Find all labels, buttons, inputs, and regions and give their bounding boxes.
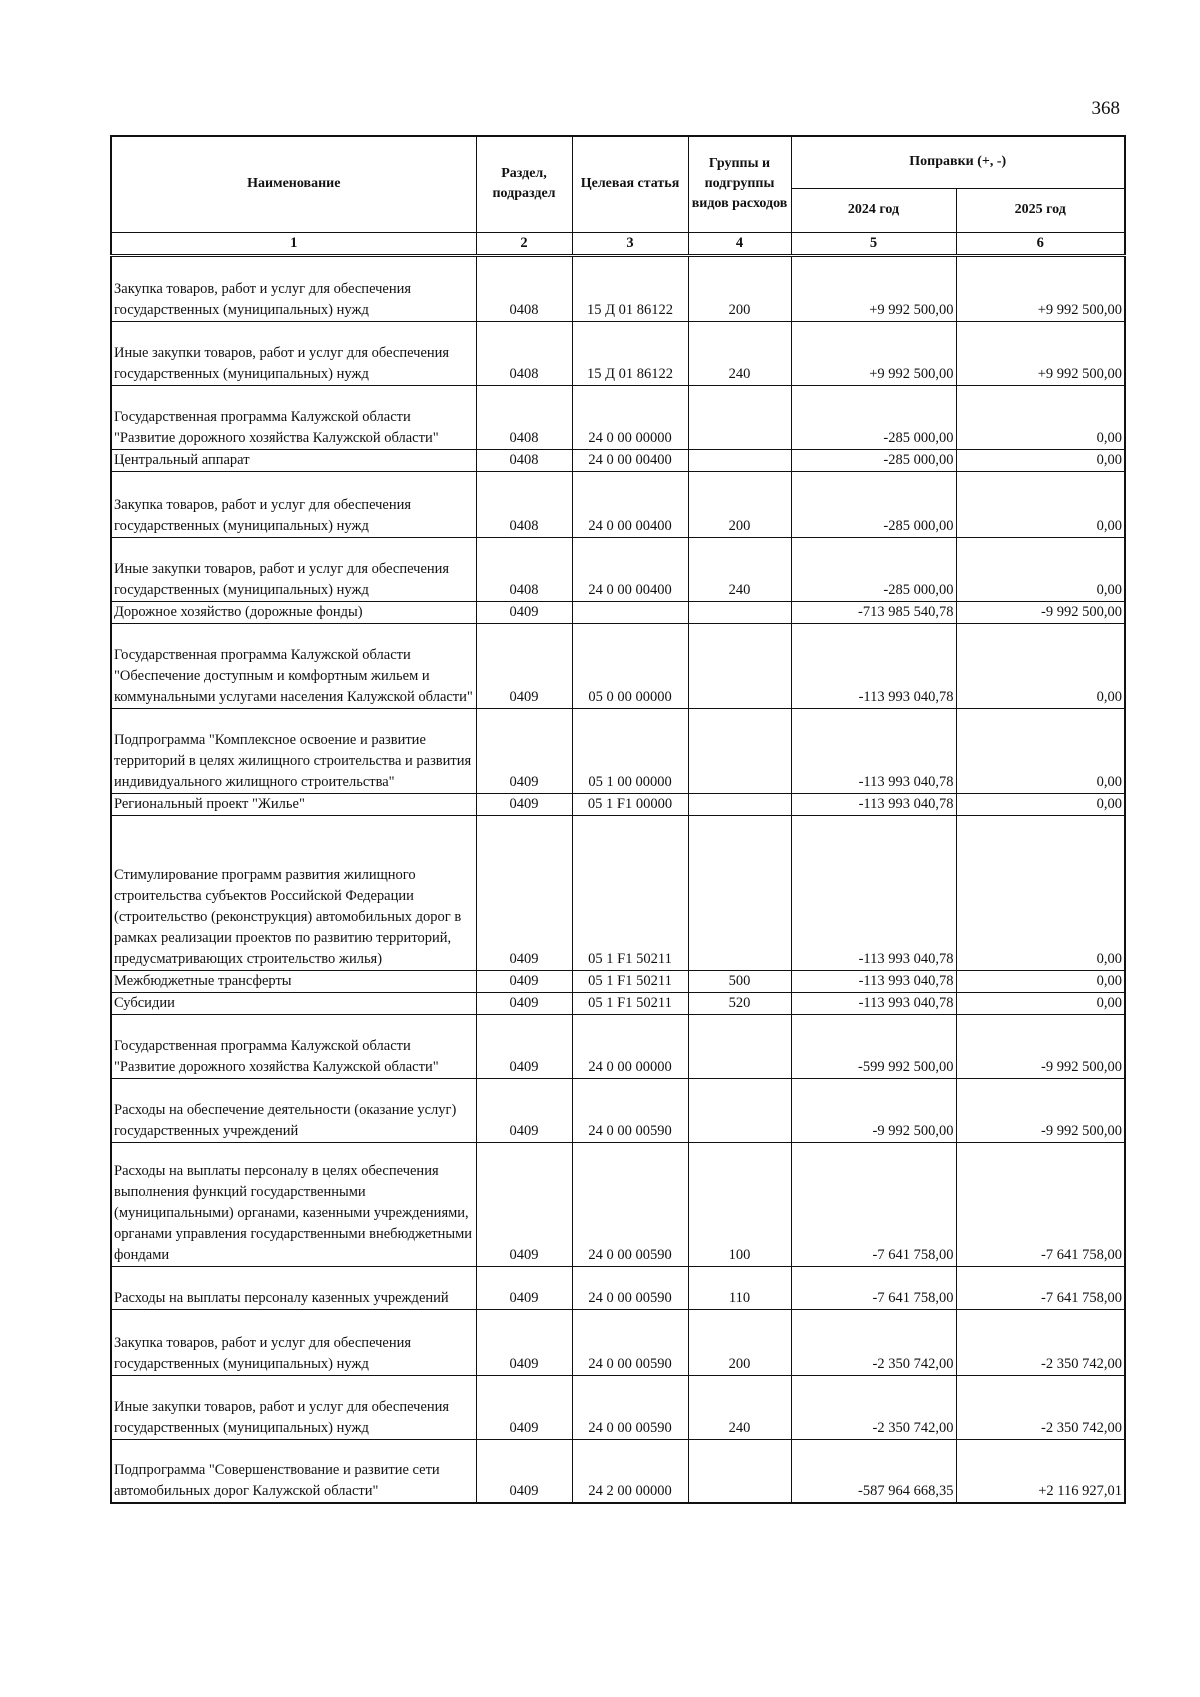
row-group-cell: 200 bbox=[688, 471, 791, 537]
table-row bbox=[111, 992, 1125, 1014]
row-2024-cell: -713 985 540,78 bbox=[791, 601, 956, 623]
row-2025-cell: 0,00 bbox=[956, 992, 1125, 1014]
row-2024-cell: +9 992 500,00 bbox=[791, 321, 956, 385]
row-name-cell: Расходы на выплаты персоналу в целях обеспечения выполнения функций государственными (муниципальными) органами, казенными учреждениями, органами управления государственными внебюджетными фондами bbox=[111, 1142, 476, 1266]
row-name-cell: Расходы на выплаты персоналу казенных учреждений bbox=[111, 1266, 476, 1309]
row-name-cell: Иные закупки товаров, работ и услуг для обеспечения государственных (муниципальных) нужд bbox=[111, 1375, 476, 1439]
row-target-cell: 05 1 F1 50211 bbox=[572, 992, 688, 1014]
row-target-cell: 24 0 00 00400 bbox=[572, 449, 688, 471]
table-row bbox=[111, 708, 1125, 793]
row-section-cell: 0409 bbox=[476, 1439, 572, 1503]
table-row bbox=[111, 1309, 1125, 1375]
row-target-cell: 24 0 00 00000 bbox=[572, 385, 688, 449]
row-target-cell bbox=[572, 601, 688, 623]
col-num-3: 3 bbox=[572, 232, 688, 255]
row-section-cell: 0409 bbox=[476, 1266, 572, 1309]
col-num-6: 6 bbox=[956, 232, 1125, 255]
row-2025-cell: 0,00 bbox=[956, 793, 1125, 815]
row-2025-cell: +9 992 500,00 bbox=[956, 255, 1125, 321]
row-2024-cell: -113 993 040,78 bbox=[791, 815, 956, 970]
row-name-cell: Государственная программа Калужской области "Развитие дорожного хозяйства Калужской области" bbox=[111, 1014, 476, 1078]
row-section-cell: 0409 bbox=[476, 1078, 572, 1142]
row-target-cell: 24 0 00 00590 bbox=[572, 1309, 688, 1375]
row-group-cell bbox=[688, 793, 791, 815]
row-2025-cell: 0,00 bbox=[956, 537, 1125, 601]
row-2024-cell: -113 993 040,78 bbox=[791, 970, 956, 992]
row-2025-cell: -2 350 742,00 bbox=[956, 1309, 1125, 1375]
row-group-cell bbox=[688, 1014, 791, 1078]
table-row bbox=[111, 385, 1125, 449]
row-2025-cell: 0,00 bbox=[956, 708, 1125, 793]
row-2024-cell: -587 964 668,35 bbox=[791, 1439, 956, 1503]
table-row bbox=[111, 1014, 1125, 1078]
row-group-cell: 240 bbox=[688, 321, 791, 385]
row-section-cell: 0408 bbox=[476, 449, 572, 471]
row-target-cell: 24 0 00 00590 bbox=[572, 1142, 688, 1266]
row-2025-cell: 0,00 bbox=[956, 471, 1125, 537]
table-row bbox=[111, 1375, 1125, 1439]
row-name-cell: Государственная программа Калужской области "Обеспечение доступным и комфортным жильем и коммунальными услугами населения Калужской области" bbox=[111, 623, 476, 708]
row-2024-cell: -285 000,00 bbox=[791, 537, 956, 601]
row-section-cell: 0409 bbox=[476, 601, 572, 623]
row-target-cell: 05 1 F1 00000 bbox=[572, 793, 688, 815]
row-group-cell: 110 bbox=[688, 1266, 791, 1309]
row-2024-cell: -285 000,00 bbox=[791, 385, 956, 449]
table-row bbox=[111, 1266, 1125, 1309]
row-name-cell: Закупка товаров, работ и услуг для обеспечения государственных (муниципальных) нужд bbox=[111, 471, 476, 537]
row-2024-cell: -113 993 040,78 bbox=[791, 708, 956, 793]
row-2025-cell: 0,00 bbox=[956, 385, 1125, 449]
row-section-cell: 0409 bbox=[476, 1309, 572, 1375]
row-name-cell: Центральный аппарат bbox=[111, 449, 476, 471]
row-name-cell: Закупка товаров, работ и услуг для обеспечения государственных (муниципальных) нужд bbox=[111, 255, 476, 321]
table-row bbox=[111, 471, 1125, 537]
row-section-cell: 0409 bbox=[476, 793, 572, 815]
row-name-cell: Подпрограмма "Комплексное освоение и развитие территорий в целях жилищного строительства и развития индивидуального жилищного строительства" bbox=[111, 708, 476, 793]
row-2025-cell: 0,00 bbox=[956, 623, 1125, 708]
table-row bbox=[111, 1142, 1125, 1266]
row-section-cell: 0409 bbox=[476, 1375, 572, 1439]
col-num-4: 4 bbox=[688, 232, 791, 255]
row-2025-cell: +2 116 927,01 bbox=[956, 1439, 1125, 1503]
row-name-cell: Расходы на обеспечение деятельности (оказание услуг) государственных учреждений bbox=[111, 1078, 476, 1142]
row-name-cell: Дорожное хозяйство (дорожные фонды) bbox=[111, 601, 476, 623]
row-name-cell: Закупка товаров, работ и услуг для обеспечения государственных (муниципальных) нужд bbox=[111, 1309, 476, 1375]
col-num-5: 5 bbox=[791, 232, 956, 255]
row-name-cell: Региональный проект "Жилье" bbox=[111, 793, 476, 815]
row-section-cell: 0409 bbox=[476, 815, 572, 970]
row-group-cell: 240 bbox=[688, 537, 791, 601]
row-2025-cell: 0,00 bbox=[956, 970, 1125, 992]
row-target-cell: 24 0 00 00590 bbox=[572, 1375, 688, 1439]
row-2025-cell: -7 641 758,00 bbox=[956, 1266, 1125, 1309]
col-num-2: 2 bbox=[476, 232, 572, 255]
header-2024: 2024 год bbox=[791, 188, 956, 232]
header-groups: Группы и подгруппы видов расходов bbox=[688, 136, 791, 232]
row-target-cell: 24 0 00 00590 bbox=[572, 1266, 688, 1309]
row-group-cell: 200 bbox=[688, 255, 791, 321]
table-row bbox=[111, 970, 1125, 992]
row-2025-cell: 0,00 bbox=[956, 815, 1125, 970]
table-row bbox=[111, 601, 1125, 623]
budget-amendments-table bbox=[110, 135, 1126, 1504]
row-group-cell: 100 bbox=[688, 1142, 791, 1266]
header-2025: 2025 год bbox=[956, 188, 1125, 232]
row-2025-cell: -2 350 742,00 bbox=[956, 1375, 1125, 1439]
row-2024-cell: -7 641 758,00 bbox=[791, 1266, 956, 1309]
row-2024-cell: -2 350 742,00 bbox=[791, 1309, 956, 1375]
table-row bbox=[111, 449, 1125, 471]
header-name: Наименование bbox=[111, 136, 476, 232]
row-2024-cell: -113 993 040,78 bbox=[791, 793, 956, 815]
row-section-cell: 0409 bbox=[476, 992, 572, 1014]
row-section-cell: 0409 bbox=[476, 708, 572, 793]
row-section-cell: 0408 bbox=[476, 321, 572, 385]
row-section-cell: 0409 bbox=[476, 970, 572, 992]
row-2025-cell: -7 641 758,00 bbox=[956, 1142, 1125, 1266]
row-group-cell bbox=[688, 449, 791, 471]
table-row bbox=[111, 255, 1125, 321]
table-row bbox=[111, 321, 1125, 385]
row-target-cell: 15 Д 01 86122 bbox=[572, 255, 688, 321]
row-section-cell: 0408 bbox=[476, 471, 572, 537]
col-num-1: 1 bbox=[111, 232, 476, 255]
row-name-cell: Иные закупки товаров, работ и услуг для обеспечения государственных (муниципальных) нужд bbox=[111, 321, 476, 385]
row-target-cell: 05 0 00 00000 bbox=[572, 623, 688, 708]
row-name-cell: Государственная программа Калужской области "Развитие дорожного хозяйства Калужской области" bbox=[111, 385, 476, 449]
row-section-cell: 0409 bbox=[476, 623, 572, 708]
column-numbers-row bbox=[111, 232, 1125, 255]
row-2025-cell: -9 992 500,00 bbox=[956, 1078, 1125, 1142]
row-group-cell: 200 bbox=[688, 1309, 791, 1375]
row-section-cell: 0408 bbox=[476, 255, 572, 321]
row-2024-cell: -113 993 040,78 bbox=[791, 992, 956, 1014]
row-group-cell bbox=[688, 1078, 791, 1142]
row-target-cell: 15 Д 01 86122 bbox=[572, 321, 688, 385]
row-2025-cell: 0,00 bbox=[956, 449, 1125, 471]
row-group-cell: 500 bbox=[688, 970, 791, 992]
row-2024-cell: -9 992 500,00 bbox=[791, 1078, 956, 1142]
row-section-cell: 0408 bbox=[476, 537, 572, 601]
row-group-cell: 240 bbox=[688, 1375, 791, 1439]
row-name-cell: Стимулирование программ развития жилищного строительства субъектов Российской Федерации (строительство (реконструкция) автомобильных дорог в рамках реализации проектов по развитию территорий, предусматривающих строительство жилья) bbox=[111, 815, 476, 970]
table-row bbox=[111, 793, 1125, 815]
row-target-cell: 05 1 F1 50211 bbox=[572, 815, 688, 970]
row-target-cell: 24 0 00 00590 bbox=[572, 1078, 688, 1142]
row-2025-cell: -9 992 500,00 bbox=[956, 601, 1125, 623]
row-2024-cell: -285 000,00 bbox=[791, 449, 956, 471]
row-2024-cell: -7 641 758,00 bbox=[791, 1142, 956, 1266]
row-2025-cell: -9 992 500,00 bbox=[956, 1014, 1125, 1078]
table-row bbox=[111, 1439, 1125, 1503]
row-name-cell: Иные закупки товаров, работ и услуг для обеспечения государственных (муниципальных) нужд bbox=[111, 537, 476, 601]
row-group-cell bbox=[688, 623, 791, 708]
row-group-cell bbox=[688, 708, 791, 793]
table-row bbox=[111, 537, 1125, 601]
row-name-cell: Межбюджетные трансферты bbox=[111, 970, 476, 992]
row-group-cell bbox=[688, 385, 791, 449]
table-body bbox=[111, 255, 1125, 1503]
table-row bbox=[111, 623, 1125, 708]
page-number: 368 bbox=[1091, 98, 1120, 119]
header-target: Целевая статья bbox=[572, 136, 688, 232]
row-group-cell bbox=[688, 1439, 791, 1503]
header-section: Раздел, подраздел bbox=[476, 136, 572, 232]
row-section-cell: 0409 bbox=[476, 1142, 572, 1266]
row-group-cell: 520 bbox=[688, 992, 791, 1014]
row-2024-cell: -599 992 500,00 bbox=[791, 1014, 956, 1078]
row-target-cell: 24 0 00 00400 bbox=[572, 471, 688, 537]
row-2024-cell: -113 993 040,78 bbox=[791, 623, 956, 708]
row-section-cell: 0409 bbox=[476, 1014, 572, 1078]
header-amendments: Поправки (+, -) bbox=[791, 136, 1125, 188]
row-target-cell: 24 0 00 00000 bbox=[572, 1014, 688, 1078]
row-section-cell: 0408 bbox=[476, 385, 572, 449]
row-group-cell bbox=[688, 815, 791, 970]
row-name-cell: Подпрограмма "Совершенствование и развитие сети автомобильных дорог Калужской области" bbox=[111, 1439, 476, 1503]
row-target-cell: 24 0 00 00400 bbox=[572, 537, 688, 601]
table-row bbox=[111, 1078, 1125, 1142]
row-target-cell: 24 2 00 00000 bbox=[572, 1439, 688, 1503]
row-target-cell: 05 1 00 00000 bbox=[572, 708, 688, 793]
table-row bbox=[111, 815, 1125, 970]
row-2024-cell: -2 350 742,00 bbox=[791, 1375, 956, 1439]
row-2024-cell: +9 992 500,00 bbox=[791, 255, 956, 321]
row-2024-cell: -285 000,00 bbox=[791, 471, 956, 537]
row-name-cell: Субсидии bbox=[111, 992, 476, 1014]
row-group-cell bbox=[688, 601, 791, 623]
row-target-cell: 05 1 F1 50211 bbox=[572, 970, 688, 992]
row-2025-cell: +9 992 500,00 bbox=[956, 321, 1125, 385]
